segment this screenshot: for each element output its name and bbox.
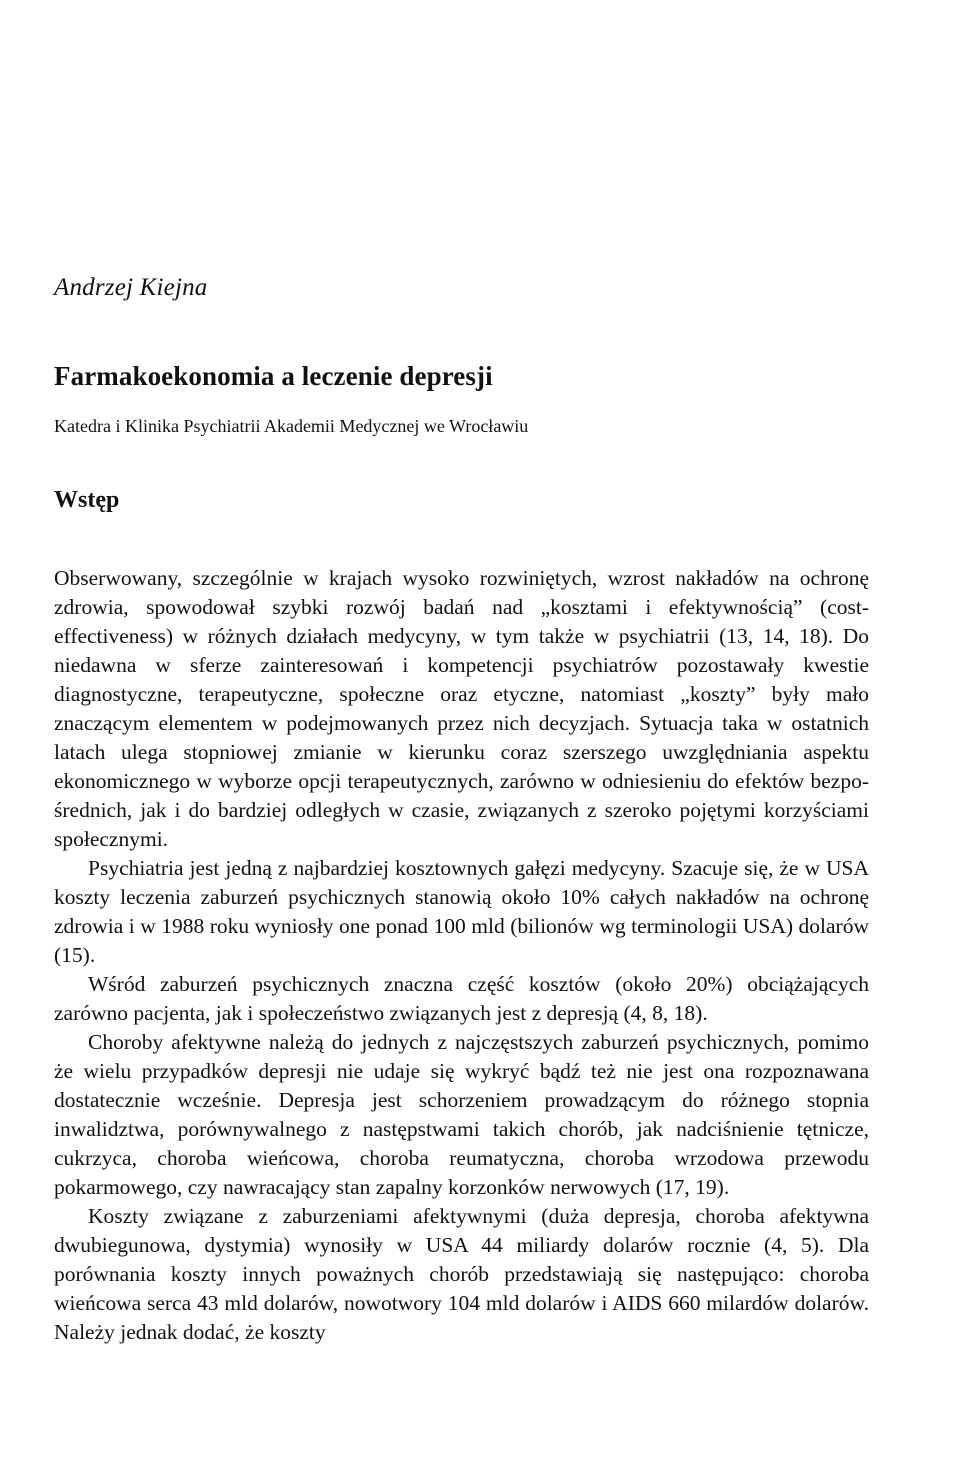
section-heading: Wstęp: [54, 487, 120, 513]
author-affiliation: Katedra i Klinika Psychiatrii Akademii Medycznej we Wrocławiu: [54, 416, 529, 436]
article-body: [54, 564, 869, 1347]
article-title: Farmakoekonomia a leczenie depresji: [54, 361, 493, 391]
paragraph: Choroby afektywne należą do jednych z najczęstszych zaburzeń psychicznych, pomimo że wielu przypadków depresji nie udaje się wykryć bądź też nie jest ona rozpoznawana dostatecznie wcześnie. Depresja jest schorzeniem prowadzącym do różnego stopnia inwalidztwa, porównywalnego z następstwami takich chorób, jak nadciśnienie tętnicze, cukrzyca, choroba wieńcowa, choroba reumatyczna, choroba wrzodowa przewodu pokarmowego, czy nawracający stan zapalny korzonków nerwowych (17, 19).: [54, 1030, 869, 1199]
paragraph: Psychiatria jest jedną z najbardziej kosztownych gałęzi medycyny. Szacuje się, że w USA koszty leczenia zaburzeń psychicznych stanowią około 10% całych nakładów na ochronę zdrowia i w 1988 roku wyniosły one ponad 100 mld (bilionów wg terminologii USA) dolarów (15).: [54, 856, 869, 967]
paragraph: Koszty związane z zaburzeniami afektywnymi (duża depresja, choroba afektywna dwubiegunowa, dystymia) wynosiły w USA 44 miliardy dolarów rocznie (4, 5). Dla porównania koszty innych poważnych chorób przedstawiają się następująco: choroba wieńcowa serca 43 mld dolarów, nowotwory 104 mld dolarów i AIDS 660 milardów dolarów. Należy jednak dodać, że koszty: [54, 1204, 869, 1344]
paragraph: Obserwowany, szczególnie w krajach wysoko rozwiniętych, wzrost nakładów na ochronę zdrowia, spowodował szybki rozwój badań nad „kosztami i efektywnością” (cost-effectiveness) w różnych działach medycyny, w tym także w psychiatrii (13, 14, 18). Do niedawna w sferze zainteresowań i kompetencji psychiatrów pozostawały kwestie diagnostyczne, terapeutyczne, społeczne oraz etyczne, natomiast „koszty” były mało znaczącym elementem w podejmowanych przez nich decyzjach. Sytuacja taka w ostatnich latach ulega stopniowej zmianie w kierunku coraz szerszego uwzględniania aspektu ekonomicznego w wyborze opcji terapeutycznych, zarówno w odniesieniu do efektów bezpośrednich, jak i do bardziej odległych w czasie, związanych z szeroko pojętymi korzyściami społecznymi.: [54, 566, 869, 851]
author-name: Andrzej Kiejna: [54, 274, 208, 301]
paragraph: Wśród zaburzeń psychicznych znaczna część kosztów (około 20%) obciążających zarówno pacjenta, jak i społeczeństwo związanych jest z depresją (4, 8, 18).: [54, 972, 869, 1025]
